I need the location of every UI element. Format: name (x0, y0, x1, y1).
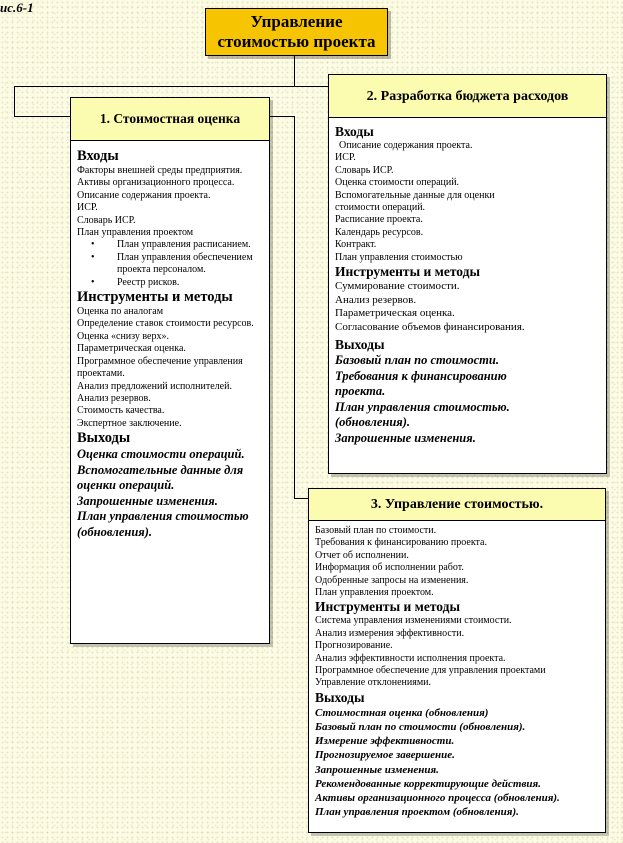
box-cost-estimation-body (71, 141, 269, 543)
bullet-icon: • (91, 276, 95, 288)
output-item: Прогнозируемое завершение. (315, 749, 455, 762)
outputs-heading: Выходы (335, 337, 385, 353)
input-item: Словарь ИСР. (335, 164, 394, 176)
input-item: Контракт. (335, 239, 377, 251)
output-item: Стоимостная оценка (обновления) (315, 706, 489, 719)
tool-item: Система управления изменениями стоимости. (315, 615, 512, 627)
tool-item: Стоимость качества. (77, 405, 165, 417)
inputs-heading: Входы (77, 148, 119, 164)
connector-left-down (14, 86, 15, 116)
input-item: Факторы внешней среды предприятия. (77, 165, 243, 176)
tool-item: Параметрическая оценка. (77, 343, 186, 355)
tool-item: Суммирование стоимости. (335, 280, 460, 293)
output-item: Оценка стоимости операций. (77, 447, 245, 462)
outputs-heading: Выходы (77, 430, 131, 447)
input-item: План управления стоимостью (335, 251, 463, 263)
input-item: ИСР. (335, 152, 356, 164)
tool-item: Программное обеспечение для управления проектами (315, 665, 546, 677)
box-cost-estimation-title: 1. Стоимостная оценка (71, 98, 269, 141)
tools-heading: Инструменты и методы (77, 289, 233, 306)
output-item: Запрошенные изменения. (335, 430, 476, 445)
tools-heading: Инструменты и методы (315, 599, 461, 615)
bullet-item (77, 239, 263, 251)
input-item: Базовый план по стоимости. (315, 525, 437, 536)
bullet-item (77, 252, 263, 277)
tool-item: Управление отклонениями. (315, 677, 432, 689)
connector-to-box1 (14, 116, 70, 117)
figure-label: ис.6-1 (0, 0, 34, 15)
output-item: Рекомендованные корректирующие действия. (315, 777, 541, 790)
box-budget-development-body (329, 118, 606, 449)
connector-horizontal (14, 86, 328, 87)
tool-item: Анализ предложений исполнителей. (77, 380, 232, 392)
tool-item: Определение ставок стоимости ресурсов. (77, 318, 254, 330)
input-item: Вспомогательные данные для оценки стоимости операций. (335, 189, 495, 214)
bullet-text: План управления расписанием. (117, 239, 251, 251)
input-item: ИСР. (77, 202, 98, 214)
root-node: Управление стоимостью проекта (205, 8, 388, 56)
tool-item: Анализ измерения эффективности. (315, 627, 465, 639)
bullet-icon: • (91, 239, 95, 251)
tools-heading: Инструменты и методы (335, 264, 481, 280)
input-item: План управления проектом (77, 227, 194, 239)
tool-item: Программное обеспечение управления проектами. (77, 355, 243, 380)
input-item: Описание содержания проекта. (77, 189, 211, 201)
tool-item: Оценка «снизу верх». (77, 330, 169, 342)
tool-item: Анализ эффективности исполнения проекта. (315, 652, 506, 664)
output-item: Требования к финансированию проекта. (335, 368, 507, 399)
inputs-heading: Входы (335, 124, 374, 139)
tool-item: Анализ резервов. (77, 392, 151, 404)
output-item: Запрошенные изменения. (315, 763, 439, 776)
bullet-item (77, 277, 263, 289)
connector-box1-stub (270, 116, 295, 117)
box-cost-control-title: 3. Управление стоимостью. (309, 489, 605, 521)
input-item: Отчет об исполнении. (315, 549, 409, 561)
input-item: Информация об исполнении работ. (315, 562, 464, 574)
input-item: Одобренные запросы на изменения. (315, 574, 469, 586)
output-item: Измерение эффективности. (315, 735, 455, 748)
input-item: Активы организационного процесса. (77, 177, 235, 189)
connector-root-down (294, 56, 295, 86)
outputs-heading: Выходы (315, 689, 365, 705)
connector-to-box3 (294, 498, 308, 499)
bullet-text: План управления обеспечением проекта персоналом. (117, 251, 253, 276)
box-cost-control (308, 488, 606, 833)
input-item: Словарь ИСР. (77, 214, 136, 226)
input-item: Расписание проекта. (335, 214, 423, 226)
output-item: Базовый план по стоимости (обновления). (315, 721, 526, 734)
output-item: Вспомогательные данные для оценки операций. (77, 462, 244, 493)
output-item: План управления стоимостью (обновления). (77, 509, 249, 539)
input-item: Календарь ресурсов. (335, 226, 424, 238)
tool-item: Параметрическая оценка. (335, 307, 455, 320)
output-item: План управления стоимостью. (обновления). (335, 399, 510, 430)
output-item: Активы организационного процесса (обновления). (315, 792, 560, 805)
box-cost-estimation (70, 97, 270, 644)
output-item: Запрошенные изменения. (77, 493, 218, 508)
bullet-icon: • (91, 251, 95, 263)
box-cost-control-body (309, 521, 605, 823)
input-item: Оценка стоимости операций. (335, 177, 460, 189)
input-item: Требования к финансированию проекта. (315, 537, 487, 549)
input-item: Описание содержания проекта. (339, 140, 473, 151)
output-item: Базовый план по стоимости. (335, 353, 499, 368)
tool-item: Оценка по аналогам (77, 306, 164, 318)
tool-item: Согласование объемов финансирования. (335, 320, 525, 333)
tool-item: Анализ резервов. (335, 293, 417, 306)
connector-box1-to-box3-vertical (294, 116, 295, 498)
bullet-text: Реестр рисков. (117, 276, 180, 288)
output-item: План управления проектом (обновления). (315, 806, 519, 819)
box-budget-development (328, 74, 607, 474)
tool-item: Экспертное заключение. (77, 417, 182, 429)
tool-item: Прогнозирование. (315, 640, 393, 652)
box-budget-development-title: 2. Разработка бюджета расходов (329, 75, 606, 118)
input-item: План управления проектом. (315, 587, 434, 599)
